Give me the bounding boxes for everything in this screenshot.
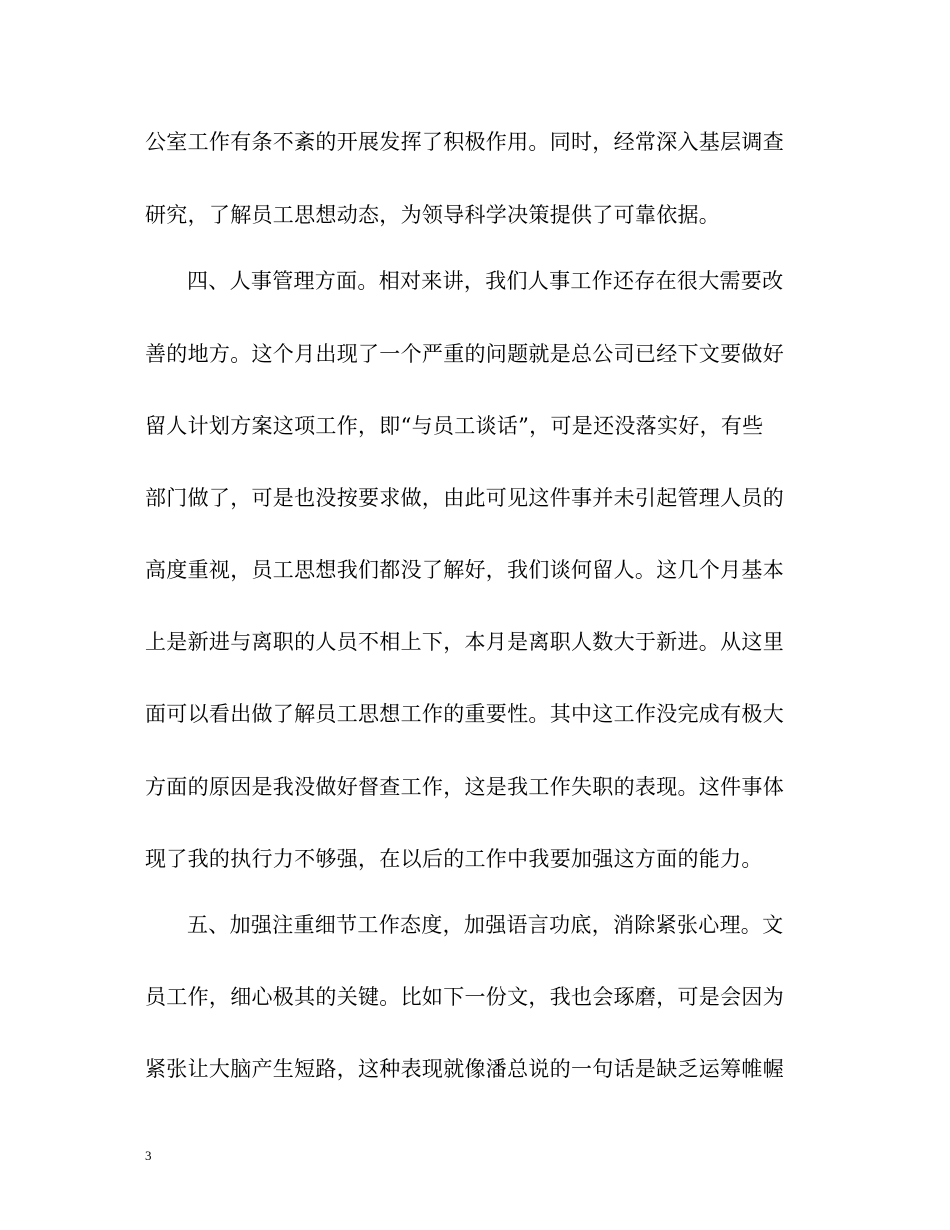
page-number: 3	[145, 1148, 152, 1163]
text-line: 面可以看出做了解员工思想工作的重要性。其中这工作没完成有极大	[145, 702, 784, 726]
text-line: 留人计划方案这项工作，即“与员工谈话”，可是还没落实好，有些	[145, 414, 764, 438]
text-line: 员工作，细心极其的关键。比如下一份文，我也会琢磨，可是会因为	[145, 985, 784, 1009]
text-line: 公室工作有条不紊的开展发挥了积极作用。同时，经常深入基层调查	[145, 130, 784, 154]
text-line: 现了我的执行力不够强，在以后的工作中我要加强这方面的能力。	[145, 847, 763, 871]
text-line: 高度重视，员工思想我们都没了解好，我们谈何留人。这几个月基本	[145, 558, 784, 582]
text-line: 紧张让大脑产生短路，这种表现就像潘总说的一句话是缺乏运筹帷幄	[145, 1057, 784, 1081]
text-line: 方面的原因是我没做好督查工作，这是我工作失职的表现。这件事体	[145, 775, 784, 799]
paragraph-start-line: 四、人事管理方面。相对来讲，我们人事工作还存在很大需要改	[187, 269, 784, 293]
text-line: 研究，了解员工思想动态，为领导科学决策提供了可靠依据。	[145, 203, 721, 227]
text-line: 上是新进与离职的人员不相上下，本月是离职人数大于新进。从这里	[145, 630, 784, 654]
text-line: 善的地方。这个月出现了一个严重的问题就是总公司已经下文要做好	[145, 342, 784, 366]
text-line: 部门做了，可是也没按要求做，由此可见这件事并未引起管理人员的	[145, 486, 784, 510]
paragraph-start-line: 五、加强注重细节工作态度，加强语言功底，消除紧张心理。文	[187, 913, 784, 937]
